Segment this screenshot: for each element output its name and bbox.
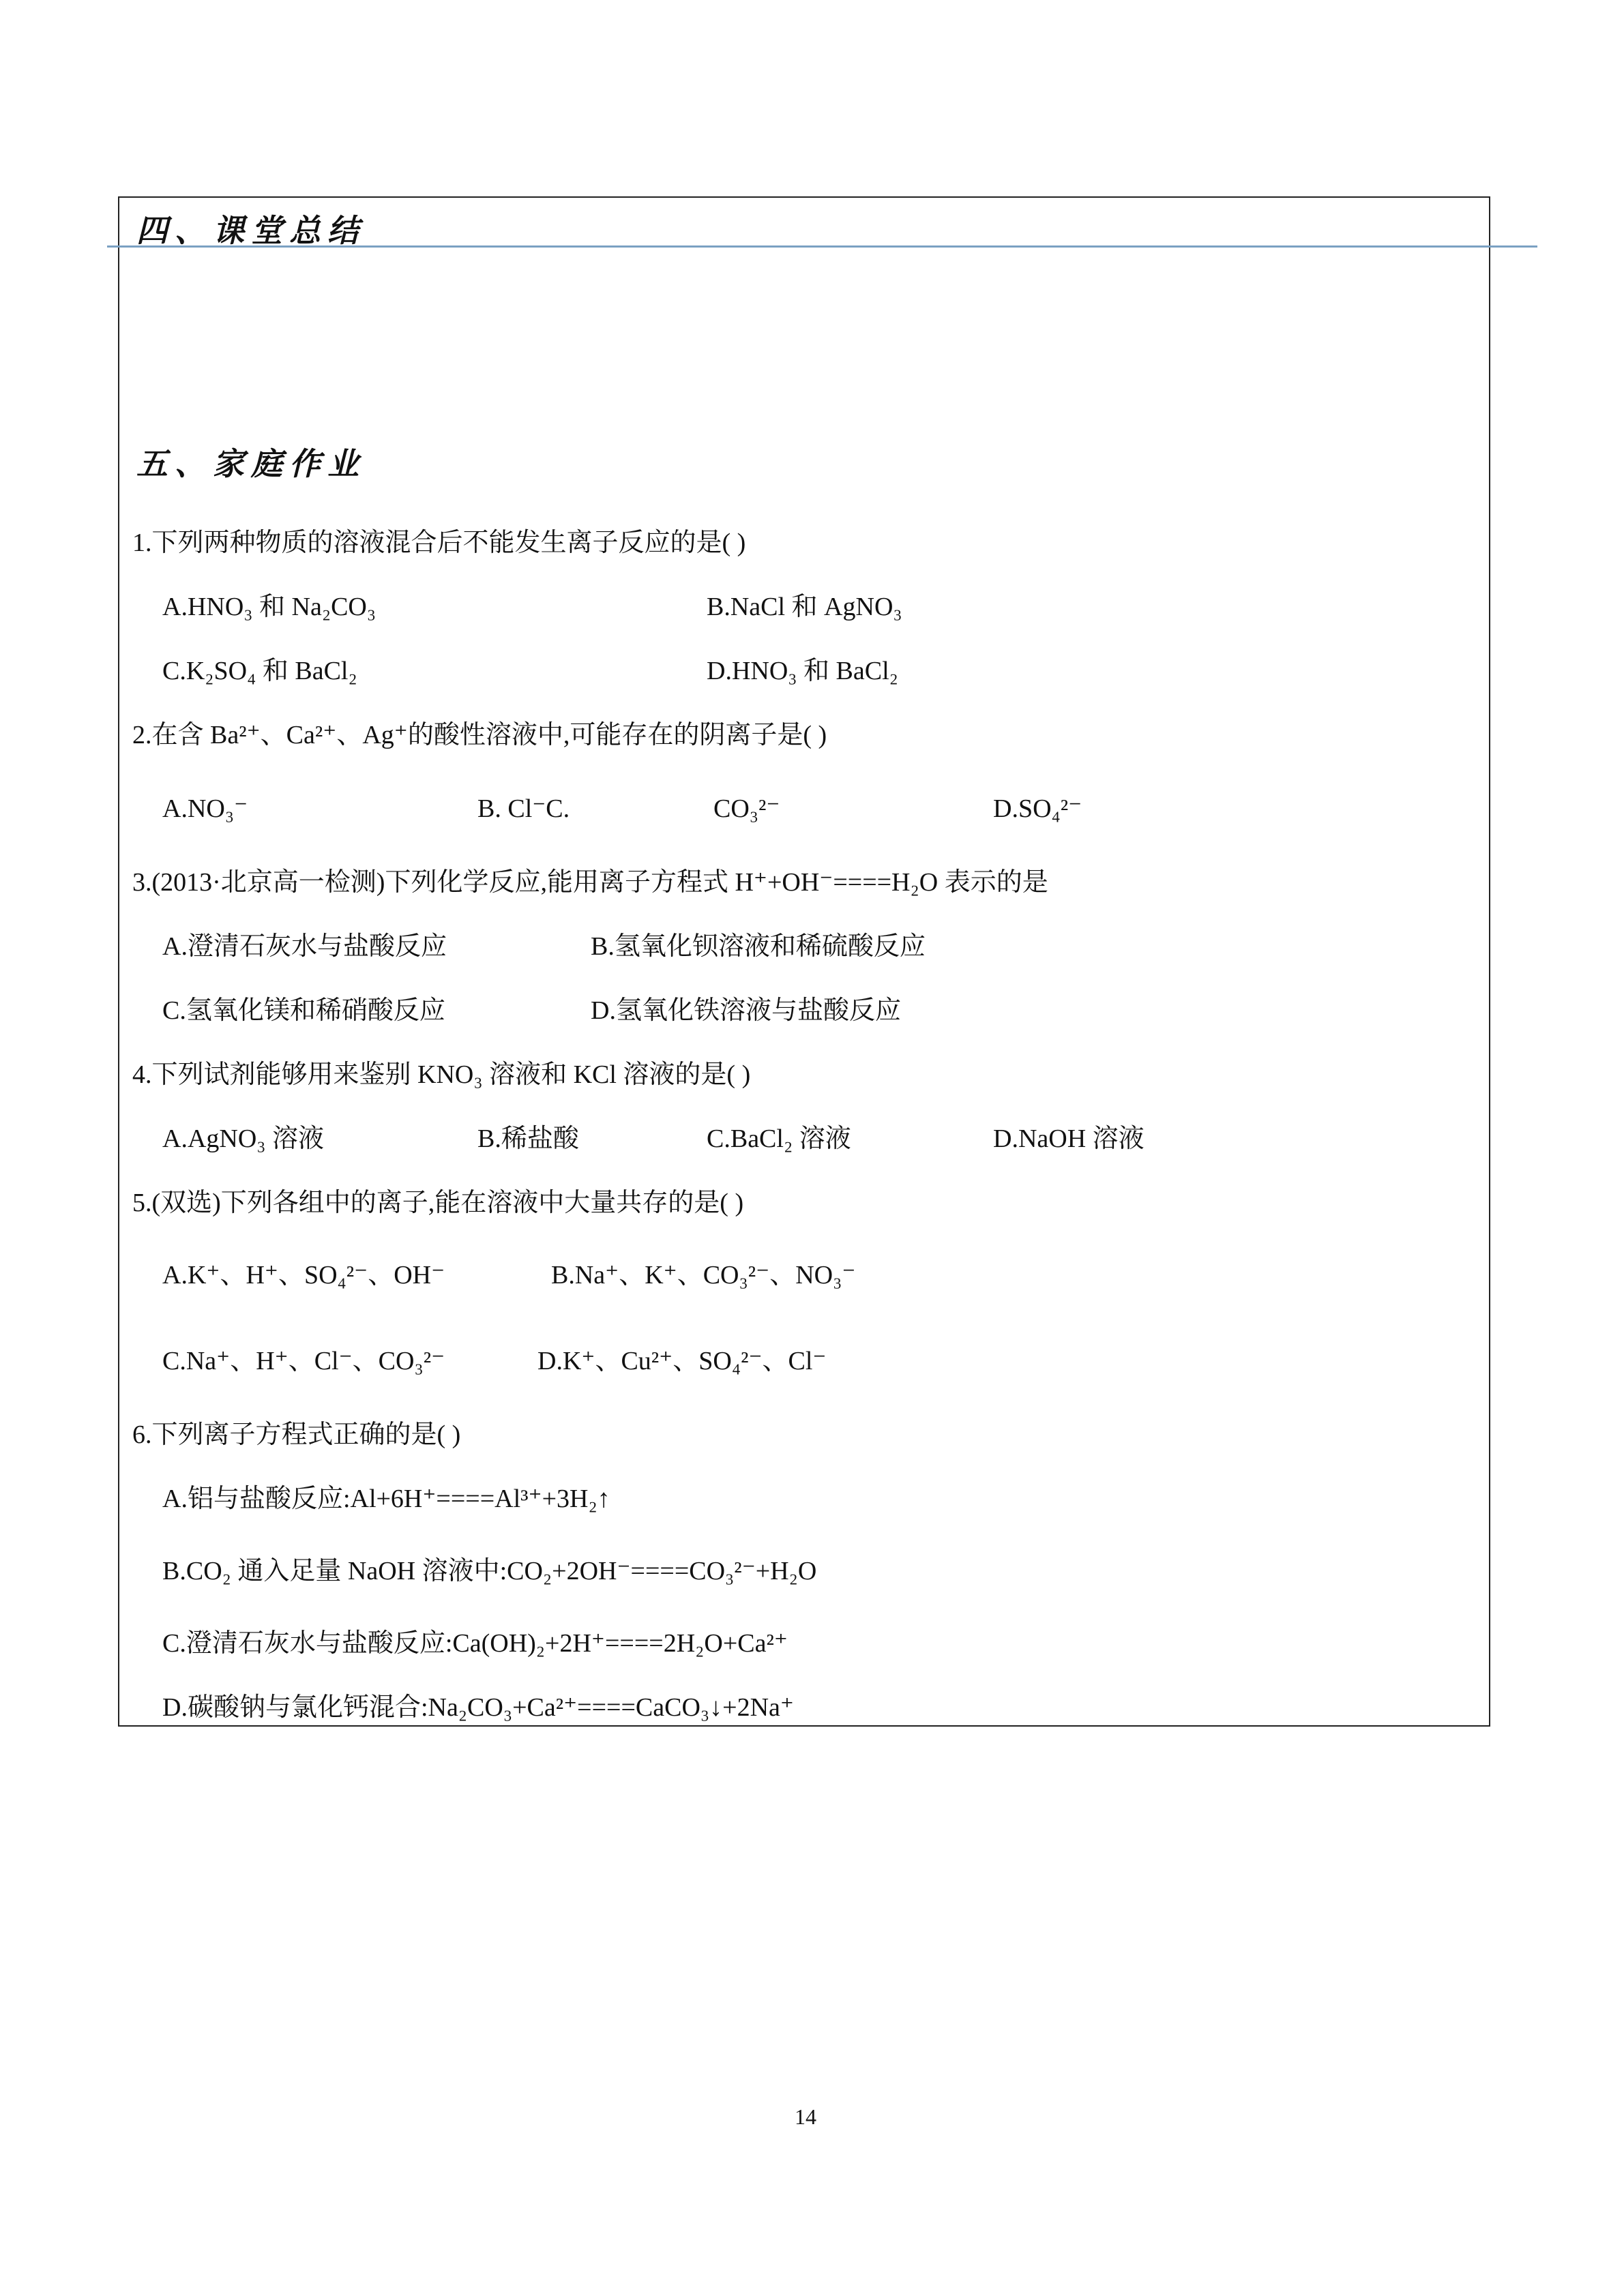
question-4-option-b: B.稀盐酸 <box>477 1124 579 1153</box>
question-5-stem: 5.(双选)下列各组中的离子,能在溶液中大量共存的是( ) <box>132 1189 744 1217</box>
question-5-option-d: D.K⁺、Cu²⁺、SO₄²⁻、Cl⁻ <box>537 1347 827 1375</box>
question-6-option-d: D.碳酸钠与氯化钙混合:Na₂CO₃+Ca²⁺====CaCO₃↓+2Na⁺ <box>162 1693 794 1722</box>
question-2-option-b: B. Cl⁻C. <box>477 794 570 823</box>
question-2-option-d: D.SO₄²⁻ <box>993 794 1082 823</box>
question-1-option-a: A.HNO₃ 和 Na₂CO₃ <box>162 593 377 621</box>
page-number: 14 <box>795 2104 816 2129</box>
question-6-option-b: B.CO₂ 通入足量 NaOH 溶液中:CO₂+2OH⁻====CO₃²⁻+H₂O <box>162 1557 817 1585</box>
question-5-option-b: B.Na⁺、K⁺、CO₃²⁻、NO₃⁻ <box>551 1261 856 1289</box>
question-6-stem: 6.下列离子方程式正确的是( ) <box>132 1420 461 1449</box>
question-2-option-a: A.NO₃⁻ <box>162 794 248 823</box>
question-2-stem: 2.在含 Ba²⁺、Ca²⁺、Ag⁺的酸性溶液中,可能存在的阴离子是( ) <box>132 721 827 749</box>
question-4-stem: 4.下列试剂能够用来鉴别 KNO₃ 溶液和 KCl 溶液的是( ) <box>132 1060 751 1089</box>
question-6-option-c: C.澄清石灰水与盐酸反应:Ca(OH)₂+2H⁺====2H₂O+Ca²⁺ <box>162 1629 788 1658</box>
question-5-option-a: A.K⁺、H⁺、SO₄²⁻、OH⁻ <box>162 1261 445 1289</box>
question-3-option-b: B.氢氧化钡溶液和稀硫酸反应 <box>591 932 926 961</box>
question-4-option-c: C.BaCl₂ 溶液 <box>707 1124 851 1153</box>
question-3-option-d: D.氢氧化铁溶液与盐酸反应 <box>591 996 901 1025</box>
question-3-stem: 3.(2013·北京高一检测)下列化学反应,能用离子方程式 H⁺+OH⁻====H₂O 表示的是 <box>132 868 1048 897</box>
question-1-option-b: B.NaCl 和 AgNO₃ <box>707 593 902 621</box>
question-1-stem: 1.下列两种物质的溶液混合后不能发生离子反应的是( ) <box>132 528 746 557</box>
question-4-option-a: A.AgNO₃ 溶液 <box>162 1124 325 1153</box>
question-3-option-a: A.澄清石灰水与盐酸反应 <box>162 932 447 961</box>
question-1-option-c: C.K₂SO₄ 和 BaCl₂ <box>162 657 357 685</box>
question-6-option-a: A.铝与盐酸反应:Al+6H⁺====Al³⁺+3H₂↑ <box>162 1485 610 1513</box>
question-3-option-c: C.氢氧化镁和稀硝酸反应 <box>162 996 445 1025</box>
question-4-option-d: D.NaOH 溶液 <box>993 1124 1145 1153</box>
question-5-option-c: C.Na⁺、H⁺、Cl⁻、CO₃²⁻ <box>162 1347 445 1375</box>
question-2-option-c: CO₃²⁻ <box>713 794 780 823</box>
section-heading-summary: 四、课堂总结 <box>136 212 366 249</box>
question-1-option-d: D.HNO₃ 和 BaCl₂ <box>707 657 898 685</box>
section-heading-homework: 五、家庭作业 <box>136 445 366 482</box>
